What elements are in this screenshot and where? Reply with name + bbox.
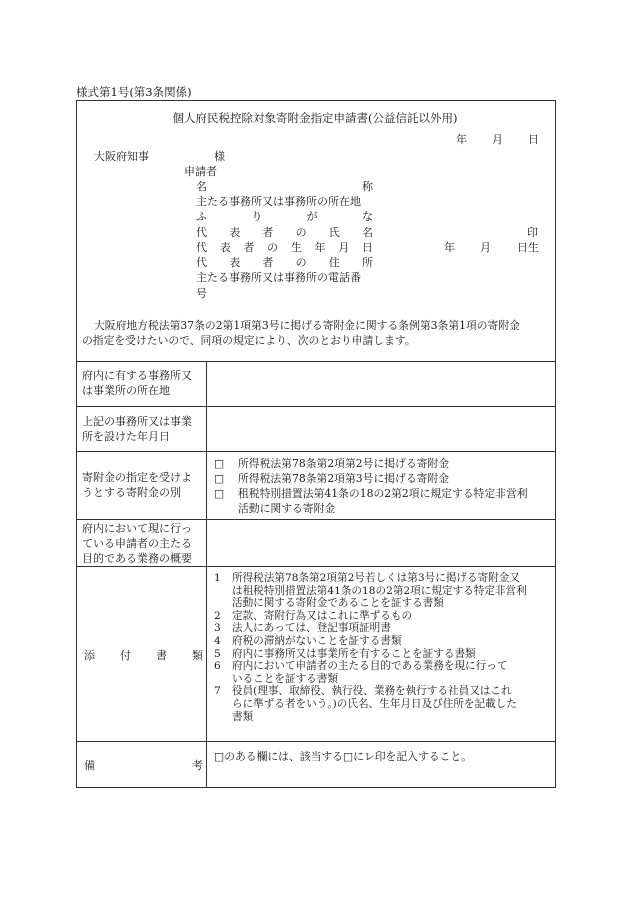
donation-type-options [214,456,528,516]
label-attachments: 添 付 書 類 [84,649,203,662]
addressee-honorific: 様 [214,150,225,163]
donation-option-1[interactable]: □ 所得税法第78条第2項第2号に掲げる寄附金 [214,457,450,470]
office-location-field[interactable] [207,362,555,405]
label-representative-name: 代 表 者 の 氏 名 [196,226,373,239]
established-date-field[interactable] [207,407,555,450]
attachment-item-3: 3 法人にあっては、登記事項証明書 [214,622,391,635]
date-year: 年 [456,133,467,146]
checkbox-icon[interactable]: □ [214,457,225,470]
remarks-note: □のある欄には、該当する□にレ印を記入すること。 [214,750,472,763]
birth-day: 日生 [517,241,539,254]
divider-row-2 [76,451,556,452]
statement-line-2: の指定を受けたいので、同項の規定により、次のとおり申請します。 [82,334,416,347]
business-overview-field[interactable] [207,520,555,565]
date-month: 月 [492,133,503,146]
donation-option-3[interactable]: □ 租税特別措置法第41条の18の2第2項に規定する特定非営利 活動に関する寄附金 [214,487,528,515]
attachment-item-7: 7 役員(理事、取締役、執行役、業務を執行する社員又はこれ らに準ずる者をいう。)の氏名、生年月日及び住所を記載した 書類 [214,685,517,723]
divider-row-5 [76,741,556,742]
label-established-date: 上記の事務所又は事業 所を設けた年月日 [82,415,192,443]
addressee-governor: 大阪府知事 [94,150,149,163]
donation-option-2[interactable]: □ 所得税法第78条第2項第3号に掲げる寄附金 [214,472,450,485]
attachment-item-6: 6 府内において申請者の主たる目的である業務を現に行って いることを証する書類 [214,660,508,685]
checkbox-icon[interactable]: □ [214,472,225,485]
applicant-heading: 申請者 [184,165,217,178]
birth-month: 月 [480,241,491,254]
attachment-item-2: 2 定款、寄附行為又はこれに準ずるもの [214,609,413,622]
label-phone-line2: 号 [196,287,207,300]
label-business-overview: 府内において現に行っ ている申請者の主たる 目的である業務の概要 [82,522,192,565]
label-remarks: 備 考 [84,759,203,772]
label-phone-line1: 主たる事務所又は事務所の電話番 [196,271,361,284]
form-title: 個人府民税控除対象寄附金指定申請書(公益信託以外用) [172,111,458,125]
attachment-item-5: 5 府内に事務所又は事業所を有することを証する書類 [214,647,476,660]
seal-mark: 印 [527,226,538,239]
label-office-address: 主たる事務所又は事務所の所在地 [196,195,361,208]
birth-year: 年 [444,241,455,254]
date-day: 日 [528,133,539,146]
label-furigana: ふ り が な [196,210,373,223]
attachments-list [214,572,527,723]
label-representative-address: 代 表 者 の 住 所 [196,256,373,269]
checkbox-icon[interactable]: □ [214,487,225,500]
attachment-item-4: 4 府税の滞納がないことを証する書類 [214,634,402,647]
attachment-item-1: 1 所得税法第78条第2項第2号若しくは第3号に掲げる寄附金又 は租税特別措置法第41条の18の2第2項に規定する特定非営利 活動に関する寄附金であることを証する書類 [214,572,527,610]
form-number: 様式第1号(第3条関係) [76,85,192,99]
statement-line-1: 大阪府地方税法第37条の2第1項第3号に掲げる寄附金に関する条例第3条第1項の寄附金 [94,319,520,332]
label-office-location: 府内に有する事務所又 は事業所の所在地 [82,369,192,397]
label-name: 名 称 [196,180,373,193]
label-representative-birth: 代 表 者 の 生 年 月 日 [196,241,373,254]
label-donation-type: 寄附金の指定を受けよ うとする寄附金の別 [82,471,192,499]
divider-row-4 [76,566,556,567]
